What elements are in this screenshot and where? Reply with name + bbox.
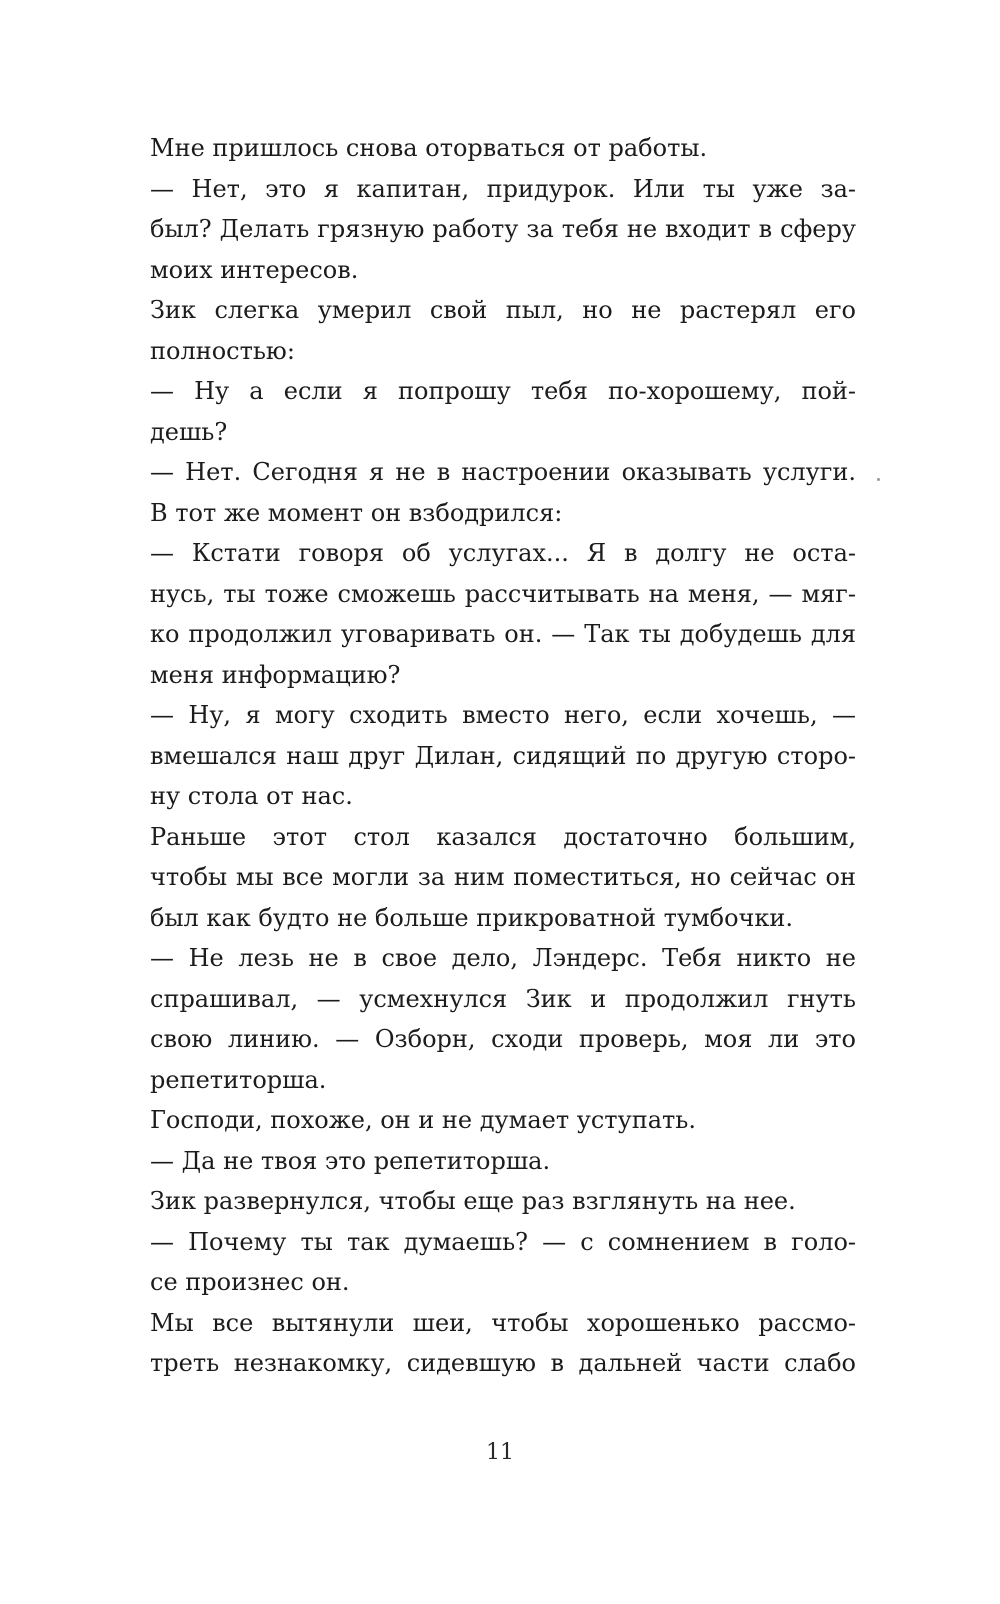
text-line: меня информацию? [150, 660, 401, 689]
text-line: полностью: [150, 336, 295, 365]
text-line: Зик слегка умерил свой пыл, но не растерял его [150, 296, 856, 324]
text-line: се произнес он. [150, 1268, 350, 1296]
text-line: — Почему ты так думаешь? — с сомнением в голо- [150, 1227, 856, 1256]
text-line: — Не лезь не в свое дело, Лэндерс. Тебя никто не [150, 944, 856, 972]
text-line: ну стола от нас. [150, 782, 353, 810]
page-number: 11 [486, 1440, 514, 1465]
text-line: — Кстати говоря об услугах... Я в долгу не оста- [150, 539, 856, 567]
text-line: чтобы мы все могли за ним поместиться, но сейчас он [150, 863, 856, 891]
text-line: Зик развернулся, чтобы еще раз взглянуть на нее. [150, 1187, 796, 1215]
text-line: ко продолжил уговаривать он. — Так ты добудешь для [150, 620, 856, 648]
text-line: Мы все вытянули шеи, чтобы хорошенько рассмо- [150, 1308, 856, 1337]
print-speck [877, 478, 880, 481]
text-line: — Нет. Сегодня я не в настроении оказывать услуги. [150, 458, 856, 486]
text-line: — Да не твоя это репетиторша. [150, 1146, 551, 1175]
text-line: — Нет, это я капитан, придурок. Или ты уже за- [150, 174, 856, 203]
text-line: В тот же момент он взбодрился: [150, 498, 563, 527]
text-line: спрашивал, — усмехнулся Зик и продолжил гнуть [150, 984, 856, 1013]
text-line: — Ну, я могу сходить вместо него, если хочешь, — [150, 701, 856, 729]
text-line: Раньше этот стол казался достаточно большим, [150, 822, 856, 851]
text-line: дешь? [150, 417, 228, 446]
text-line: Господи, похоже, он и не думает уступать. [150, 1106, 696, 1134]
text-line: Мне пришлось снова оторваться от работы. [150, 134, 708, 162]
text-line: — Ну а если я попрошу тебя по-хорошему, пой- [150, 377, 856, 405]
text-line: моих интересов. [150, 255, 359, 284]
text-line: треть незнакомку, сидевшую в дальней части слабо [150, 1349, 856, 1377]
page-text [150, 128, 856, 1384]
text-line: был? Делать грязную работу за тебя не входит в сферу [150, 215, 856, 243]
text-line: репетиторша. [150, 1065, 327, 1094]
text-line: свою линию. — Озборн, сходи проверь, моя ли это [150, 1025, 856, 1053]
text-line: вмешался наш друг Дилан, сидящий по другую сторо- [150, 741, 856, 770]
text-line: был как будто не больше прикроватной тумбочки. [150, 903, 794, 932]
text-line: нусь, ты тоже сможешь рассчитывать на меня, — мяг- [150, 579, 856, 608]
